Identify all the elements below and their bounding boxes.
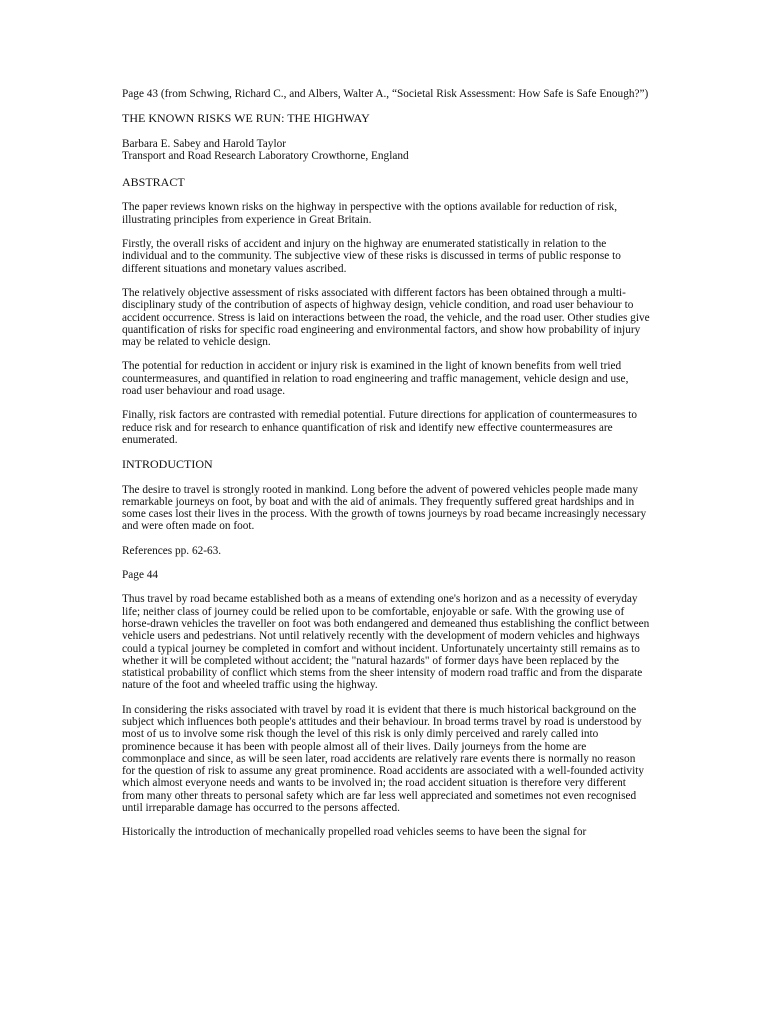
authors: Barbara E. Sabey and Harold Taylor [122,137,287,150]
body-paragraph: In considering the risks associated with travel by road it is evident that there is much historical background on the subject which influences both people's attitudes and their behaviour. In broad terms travel by road is understood by most of us to involve some risk though the level of this risk is only dimly perceived and rarely called into prominence because it has been with people almost all of their lives. Daily journeys from the home are commonplace and since, as will be seen later, road accidents are relatively rare events there is normally no reason for the question of risk to assume any great prominence. Road accidents are associated with a well-founded activity which almost everyone needs and wants to be involved in; the road accident situation is therefore very different from many other threats to personal safety which are far less well appreciated and sometimes not even recognised until irreparable damage has occurred to the persons affected. [122,703,644,815]
abstract-paragraph: The relatively objective assessment of risks associated with different factors has been obtained through a multi-disciplinary study of the contribution of aspects of highway design, vehicle condition, and road user behaviour to accident occurrence. Stress is laid on interactions between the road, the vehicle, and the road user. Other studies give quantification of risks for specific road engineering and environmental factors, and show how probability of injury may be related to vehicle design. [122,286,650,349]
abstract-paragraph: Firstly, the overall risks of accident and injury on the highway are enumerated statistically in relation to the individual and to the community. The subjective view of these risks is discussed in terms of public response to different situations and monetary values ascribed. [122,238,621,275]
abstract-paragraph: The potential for reduction in accident or injury risk is examined in the light of known benefits from well tried countermeasures, and quantified in relation to road engineering and traffic management, vehicle design and use, road user behaviour and road usage. [122,360,629,398]
author-block [122,138,650,163]
abstract-paragraph: Finally, risk factors are contrasted with remedial potential. Future directions for application of countermeasures to reduce risk and for research to enhance quantification of risk and identify new effective countermeasures are enumerated. [122,409,637,446]
body-paragraph: Thus travel by road became established both as a means of extending one's horizon and as a necessity of everyday life; neither class of journey could be relied upon to be comfortable, enjoyable or safe. With the growing use of horse-drawn vehicles the traveller on foot was both endangered and demeaned thus establishing the conflict between vehicle users and pedestrians. Not until relatively recently with the development of modern vehicles and highways could a typical journey be completed in comfort and without incident. Unfortunately uncertainty still remains as to whether it will be completed without accident; the "natural hazards" of former days have been replaced by the statistical probability of conflict which stems from the sheer intensity of modern road traffic and from the disparate nature of the foot and wheeled traffic using the highway. [122,593,650,692]
body-paragraph: Historically the introduction of mechanically propelled road vehicles seems to have been the signal for [122,826,587,839]
abstract-heading: ABSTRACT [122,175,185,190]
introduction-heading: INTRODUCTION [122,457,213,472]
page-marker: Page 44 [122,569,159,582]
abstract-paragraph: The paper reviews known risks on the highway in perspective with the options available for reduction of risk, illustrating principles from experience in Great Britain. [122,201,618,226]
source-citation: Page 43 (from Schwing, Richard C., and Albers, Walter A., “Societal Risk Assessment: How Safe is Safe Enough?”) [122,88,649,100]
affiliation: Transport and Road Research Laboratory Crowthorne, England [122,149,409,162]
introduction-paragraph: The desire to travel is strongly rooted in mankind. Long before the advent of powered vehicles people made many remarkable journeys on foot, by boat and with the aid of animals. They frequently suffered great hardships and in some cases lost their lives in the process. With the growth of towns journeys by road became increasingly necessary and were often made on foot. [122,483,647,533]
document-title: THE KNOWN RISKS WE RUN: THE HIGHWAY [122,111,370,126]
references-note: References pp. 62-63. [122,544,222,557]
document-page [122,88,650,839]
